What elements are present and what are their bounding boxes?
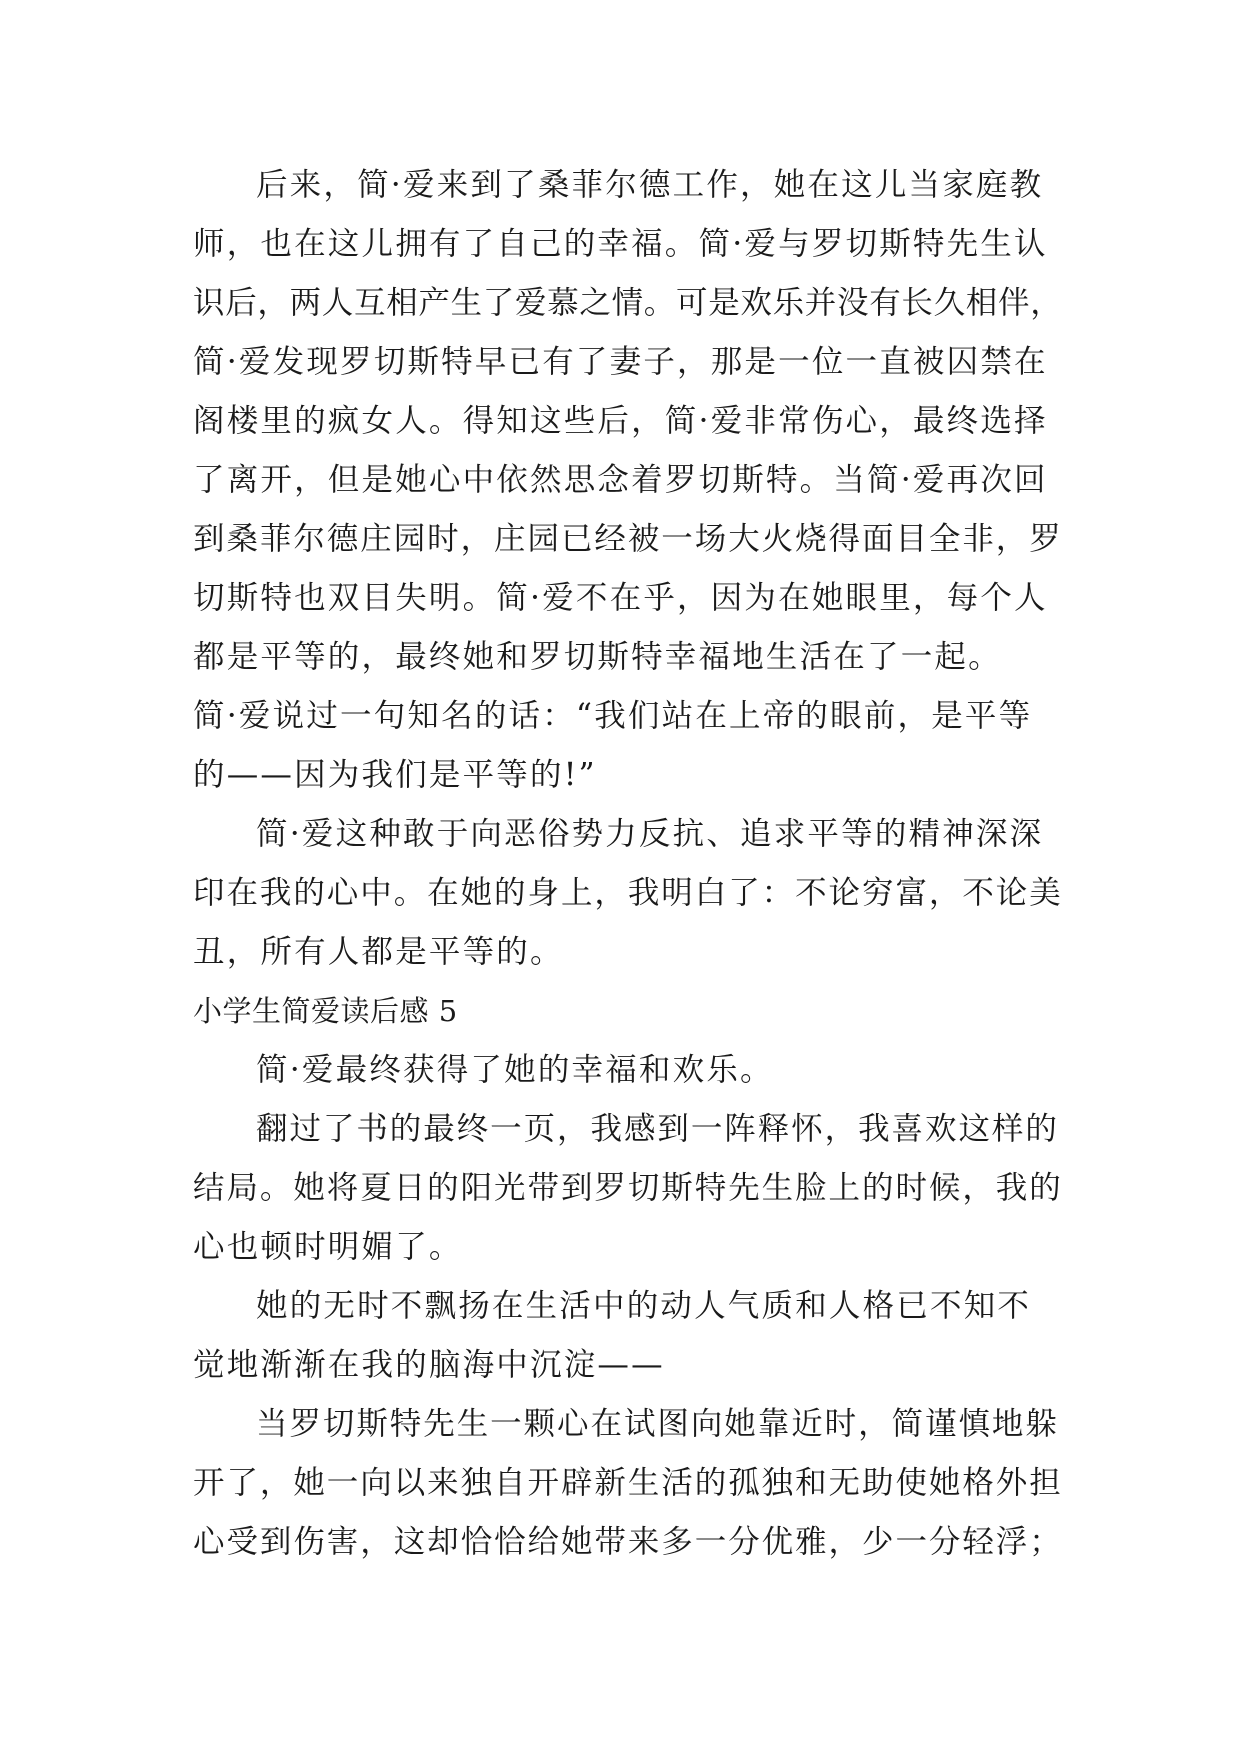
text-line: 她的无时不飘扬在生活中的动人气质和人格已不知不 [256, 1288, 1032, 1324]
text-line: 后来，简·爱来到了桑菲尔德工作，她在这儿当家庭教 [256, 167, 1044, 203]
text-line: 师，也在这儿拥有了自己的幸福。简·爱与罗切斯特先生认 [193, 226, 1048, 262]
text-line: 识后，两人互相产生了爱慕之情。可是欢乐并没有长久相伴， [193, 285, 1063, 321]
text-line: 觉地渐渐在我的脑海中沉淀—— [193, 1347, 665, 1383]
text-line: 简·爱最终获得了她的幸福和欢乐。 [256, 1052, 774, 1088]
text-line: 简·爱发现罗切斯特早已有了妻子，那是一位一直被囚禁在 [193, 344, 1048, 380]
text-line: 结局。她将夏日的阳光带到罗切斯特先生脸上的时候，我的 [193, 1170, 1063, 1206]
text-line: 简·爱说过一句知名的话：“我们站在上帝的眼前，是平等 [193, 698, 1033, 734]
text-line: 印在我的心中。在她的身上，我明白了：不论穷富，不论美 [193, 875, 1063, 911]
text-line: 心受到伤害，这却恰恰给她带来多一分优雅，少一分轻浮； [193, 1524, 1063, 1560]
section-heading: 小学生简爱读后感 5 [193, 994, 458, 1028]
text-line: 阁楼里的疯女人。得知这些后，简·爱非常伤心，最终选择 [193, 403, 1048, 439]
document-body [193, 156, 1063, 1572]
text-line: 都是平等的，最终她和罗切斯特幸福地生活在了一起。 [193, 639, 1002, 675]
text-line: 心也顿时明媚了。 [193, 1229, 463, 1265]
text-line: 切斯特也双目失明。简·爱不在乎，因为在她眼里，每个人 [193, 580, 1048, 616]
text-line: 丑，所有人都是平等的。 [193, 934, 564, 970]
text-line: 开了，她一向以来独自开辟新生活的孤独和无助使她格外担 [193, 1465, 1063, 1501]
text-line: 的——因为我们是平等的!” [193, 757, 597, 793]
text-line: 到桑菲尔德庄园时，庄园已经被一场大火烧得面目全非，罗 [193, 521, 1063, 557]
text-line: 简·爱这种敢于向恶俗势力反抗、追求平等的精神深深 [256, 816, 1044, 852]
text-line: 翻过了书的最终一页，我感到一阵释怀，我喜欢这样的 [256, 1111, 1059, 1147]
text-line: 了离开，但是她心中依然思念着罗切斯特。当简·爱再次回 [193, 462, 1048, 498]
text-line: 当罗切斯特先生一颗心在试图向她靠近时，简谨慎地躲 [256, 1406, 1059, 1442]
